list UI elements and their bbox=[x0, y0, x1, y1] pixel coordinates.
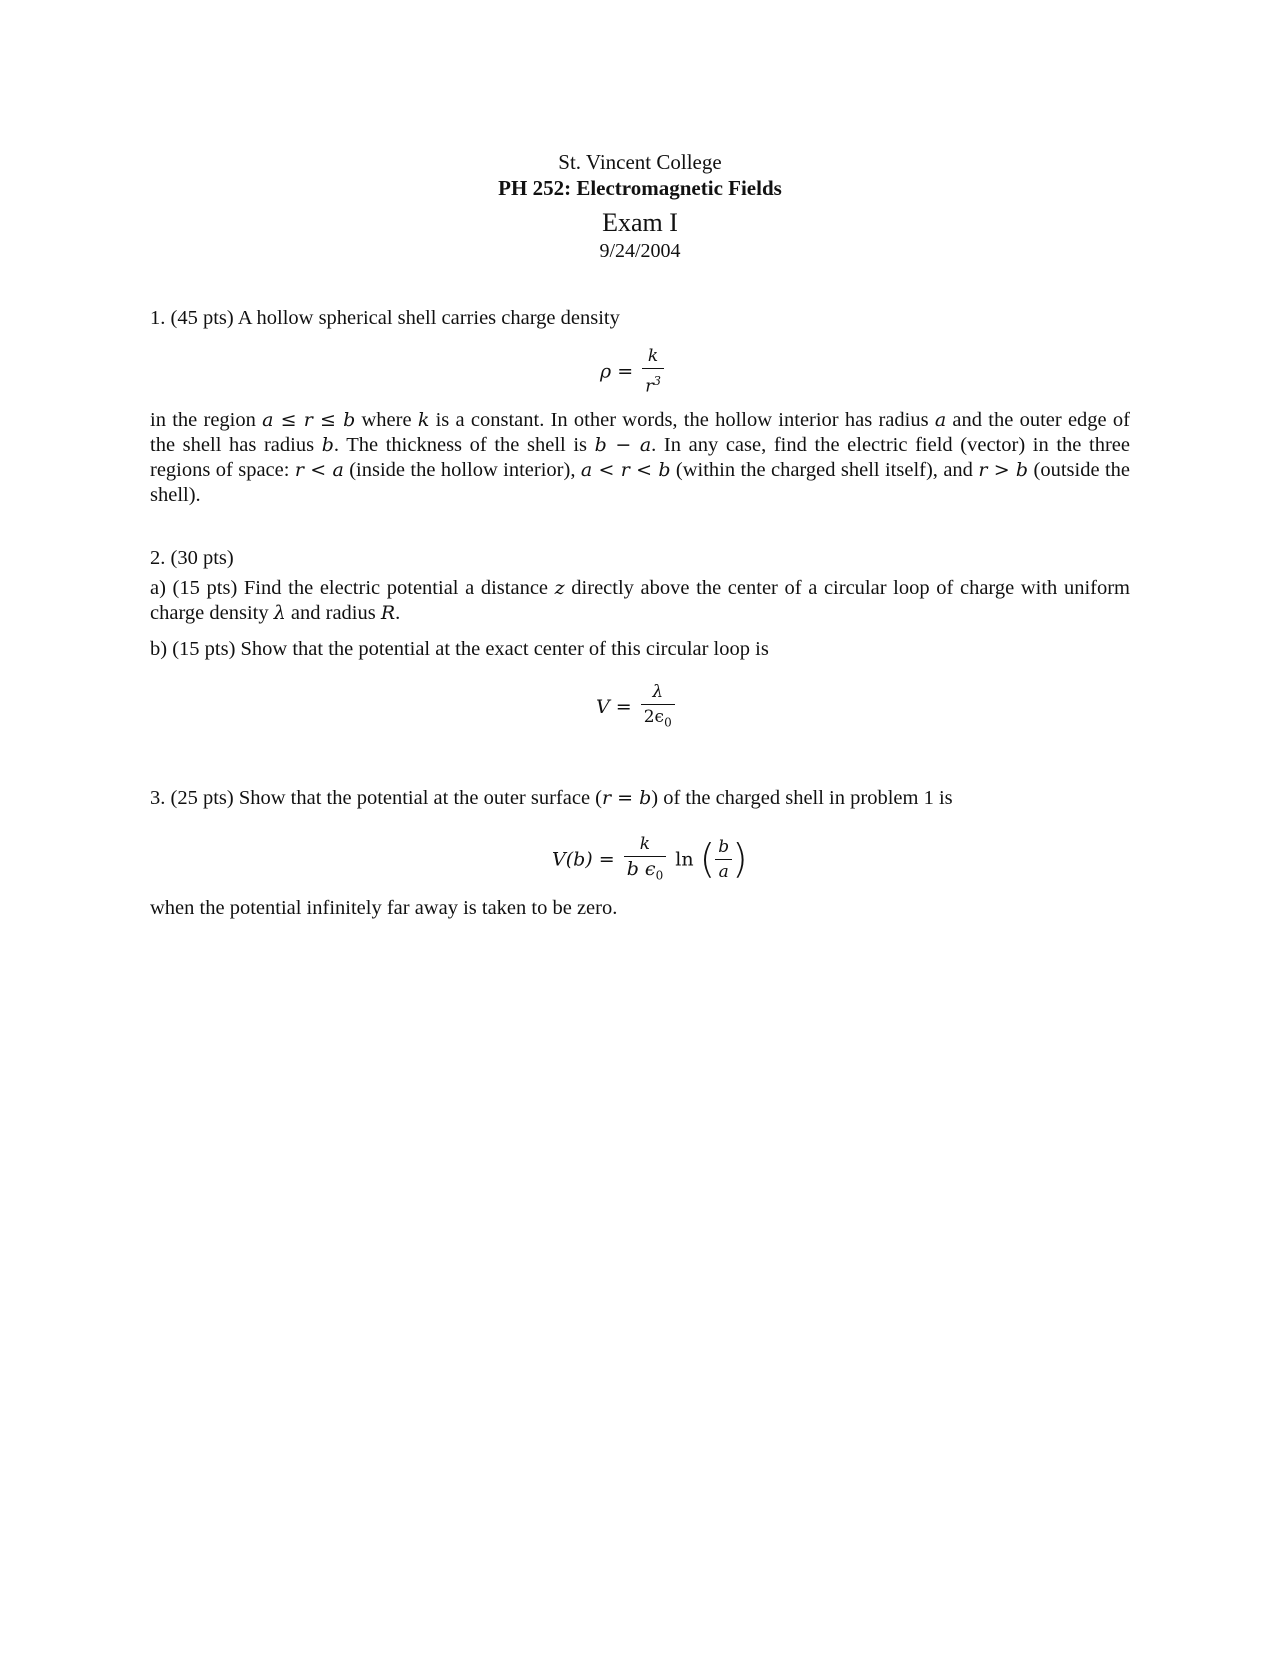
math-run: R bbox=[380, 602, 396, 624]
fraction bbox=[642, 346, 664, 397]
math-run: a ≤ r ≤ b bbox=[262, 409, 356, 431]
left-paren: ( bbox=[699, 836, 716, 883]
math-run: a < r < b bbox=[580, 459, 671, 481]
fraction-numerator: k bbox=[624, 834, 666, 857]
den-base: r bbox=[645, 376, 654, 397]
problem-3-statement bbox=[150, 786, 1130, 811]
fraction bbox=[641, 682, 675, 732]
shell-potential-equation bbox=[552, 834, 748, 885]
problem-3-closing: when the potential infinitely far away is taken to be zero. bbox=[150, 897, 618, 919]
fraction-denominator bbox=[641, 705, 675, 732]
den-subscript: 0 bbox=[664, 715, 672, 730]
text-run: . bbox=[395, 602, 401, 624]
inner-denominator: a bbox=[718, 862, 729, 883]
text-run: ) of the charged shell in problem 1 is bbox=[651, 787, 953, 809]
math-run: a bbox=[934, 409, 947, 431]
course-title: PH 252: Electromagnetic Fields bbox=[498, 176, 782, 200]
fraction-denominator bbox=[642, 369, 664, 397]
right-paren: ) bbox=[732, 836, 748, 883]
ln-operator: ln bbox=[675, 848, 694, 871]
text-run: directly above the center of a circular loop of charge with uniform charge density bbox=[150, 577, 1130, 624]
math-run: r < a bbox=[294, 459, 344, 481]
text-run: a) (15 pts) Find the electric potential a distance bbox=[150, 577, 555, 599]
problem-2-heading: 2. (30 pts) bbox=[150, 547, 234, 569]
text-run: . The thickness of the shell is bbox=[333, 434, 595, 456]
text-run: (within the charged shell itself), and bbox=[670, 459, 979, 481]
loop-potential-equation bbox=[596, 682, 678, 732]
text-run: . In any case, find the electric field (vector) in the three regions of space: bbox=[150, 434, 1130, 481]
den-base: 2ϵ bbox=[643, 707, 665, 727]
text-run: and radius bbox=[285, 602, 381, 624]
fraction-numerator: k bbox=[642, 346, 664, 369]
college-name: St. Vincent College bbox=[558, 150, 722, 174]
fraction-denominator bbox=[624, 857, 666, 885]
math-run: z bbox=[554, 577, 565, 599]
den-base: b ϵ bbox=[626, 858, 656, 880]
exam-title: Exam I bbox=[602, 208, 678, 237]
text-run: and the outer edge of the shell has radius bbox=[150, 409, 1130, 456]
text-run: where bbox=[355, 409, 418, 431]
charge-density-equation bbox=[600, 346, 667, 397]
eq-lhs: ρ = bbox=[600, 360, 634, 383]
inner-fraction bbox=[715, 837, 732, 882]
inner-numerator: b bbox=[715, 837, 732, 860]
math-run: b − a bbox=[594, 434, 652, 456]
math-run: k bbox=[417, 409, 430, 431]
fraction-numerator: λ bbox=[641, 682, 675, 705]
math-run: r > b bbox=[978, 459, 1029, 481]
text-run: in the region bbox=[150, 409, 263, 431]
problem-1-intro: 1. (45 pts) A hollow spherical shell carries charge density bbox=[150, 307, 620, 329]
problem-2b: b) (15 pts) Show that the potential at the exact center of this circular loop is bbox=[150, 638, 769, 660]
math-run: λ bbox=[273, 602, 286, 624]
eq-lhs: V(b) = bbox=[552, 848, 615, 871]
problem-2a bbox=[150, 576, 1130, 626]
text-run: (outside the shell). bbox=[150, 459, 1130, 506]
text-run: is a constant. In other words, the hollow interior has radius bbox=[429, 409, 935, 431]
den-exponent: 3 bbox=[653, 374, 661, 388]
text-run: 3. (25 pts) Show that the potential at the outer surface ( bbox=[150, 787, 603, 809]
den-subscript: 0 bbox=[655, 868, 664, 883]
problem-1-body bbox=[150, 408, 1130, 508]
text-run: (inside the hollow interior), bbox=[343, 459, 581, 481]
eq-lhs: V = bbox=[596, 696, 632, 719]
math-run: r = b bbox=[602, 787, 652, 809]
fraction bbox=[624, 834, 666, 885]
exam-date: 9/24/2004 bbox=[599, 240, 681, 262]
math-run: b bbox=[321, 434, 334, 456]
